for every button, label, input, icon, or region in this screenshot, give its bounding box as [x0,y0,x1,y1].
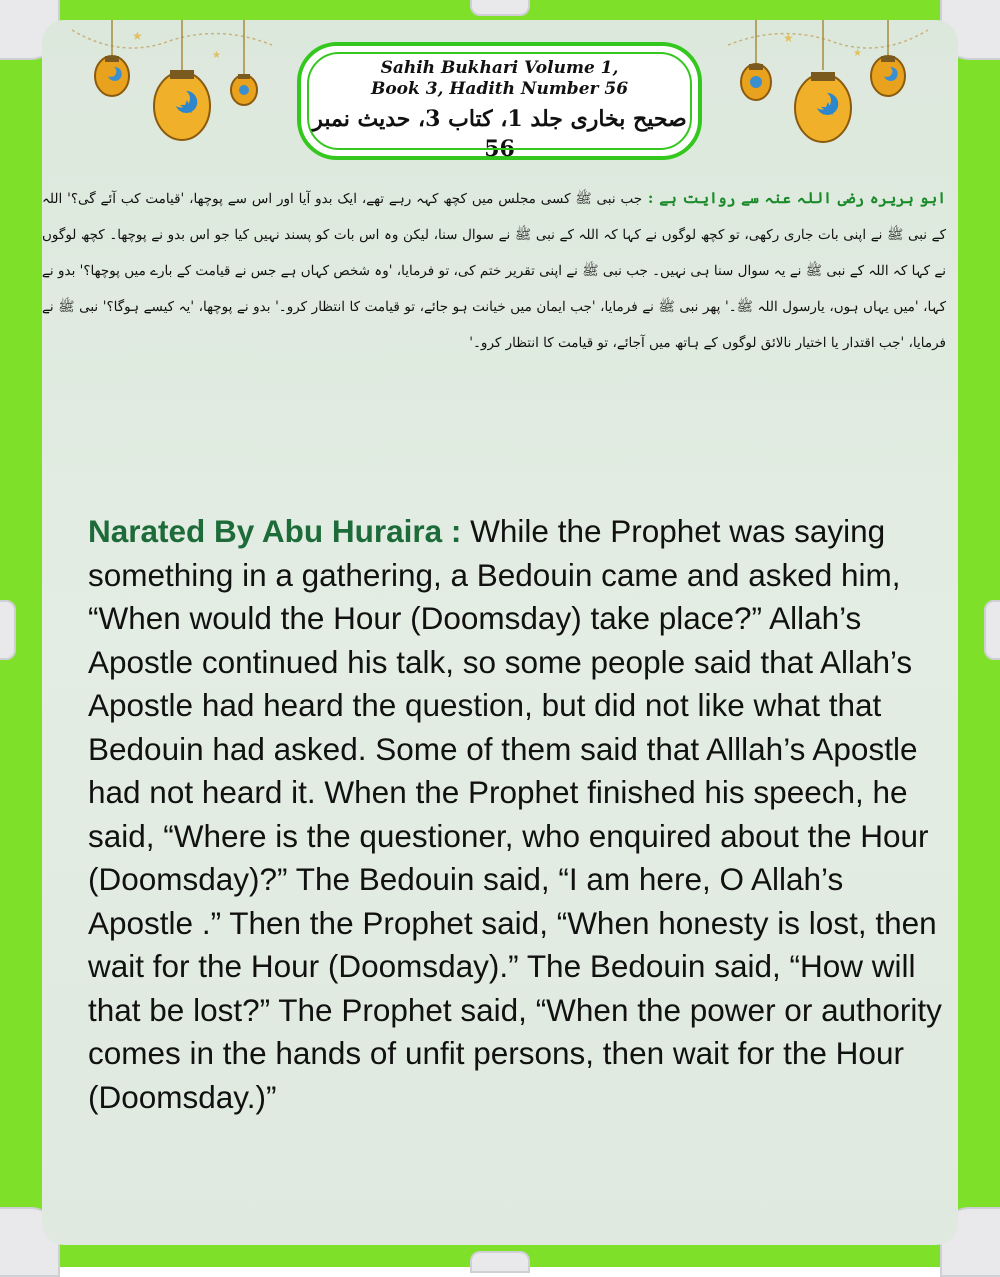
english-narrator: Narated By Abu Huraira : [88,513,471,549]
english-hadith-text: While the Prophet was saying something in a gathering, a Bedouin came and asked him, “When would the Hour (Doomsday) take place?” Allah’s Apostle continued his talk, so some people said that Allah’s Apostle had heard the question, but did not like what that Bedouin had asked. Some of them said that Alllah’s Apostle had not heard it. When the Prophet finished his speech, he said, “Where is the questioner, who enquired about the Hour (Doomsday)?” The Bedouin said, “I am here, O Allah’s Apostle .” Then the Prophet said, “When honesty is lost, then wait for the Hour (Doomsday).” The Bedouin said, “How will that be lost?” The Prophet said, “When the power or authority comes in the hands of unfit persons, then wait for the Hour (Doomsday.)” [88,513,942,1115]
frame-tab-left [0,600,16,660]
english-text-block [88,510,948,1119]
svg-text:★: ★ [132,29,143,43]
lantern-icon [72,20,272,160]
title-english-line1: Sahih Bukhari Volume 1, [380,58,619,78]
frame-tab-top [470,0,530,16]
urdu-narrator: ابو ہریرہ رضی اللہ عنہ سے روایت ہے : [642,189,946,207]
svg-text:★: ★ [853,48,862,59]
lanterns-right [728,20,928,164]
title-urdu: صحیح بخاری جلد 1، کتاب 3، حدیث نمبر 56 [312,106,687,162]
urdu-hadith-text: جب نبی ﷺ کسی مجلس میں کچھ کہہ رہے تھے، ایک بدو آیا اور اس سے پوچھا، 'قیامت کب آئے گی؟' اللہ کے نبی ﷺ نے اپنی بات جاری رکھی، تو کچھ لوگوں نے کہا کہ اللہ کے نبی ﷺ نے سوال سنا، لیکن وہ اس بات کو پسند نہیں کیا جو اس بدو نے پوچھا۔ کچھ لوگوں نے کہا کہ اللہ کے نبی ﷺ نے یہ سوال سنا ہی نہیں۔ جب نبی ﷺ نے اپنی تقریر ختم کی، تو فرمایا، 'وہ شخص کہاں ہے جس نے قیامت کے بارے میں پوچھا؟' بدو نے کہا، 'میں یہاں ہوں، یارسول اللہ ﷺ۔' پھر نبی ﷺ نے فرمایا، 'جب ایمان میں خیانت ہو جائے، تو قیامت کا انتظار کرو۔' بدو نے پوچھا، 'یہ کیسے ہوگا؟' نبی ﷺ نے فرمایا، 'جب اقتدار یا اختیار نالائق لوگوں کے ہاتھ میں آجائے، تو قیامت کا انتظار کرو۔' [42,191,946,351]
title-english-line2: Book 3, Hadith Number 56 [370,79,629,99]
urdu-text-block [42,180,958,361]
title-english [301,58,698,100]
svg-text:★: ★ [783,31,794,45]
svg-text:★: ★ [212,50,221,61]
frame-tab-bottom [470,1251,530,1273]
lanterns-left [72,20,272,164]
lantern-icon [728,20,928,160]
content-panel [42,20,958,1245]
title-badge [297,42,702,160]
frame-tab-right [984,600,1000,660]
